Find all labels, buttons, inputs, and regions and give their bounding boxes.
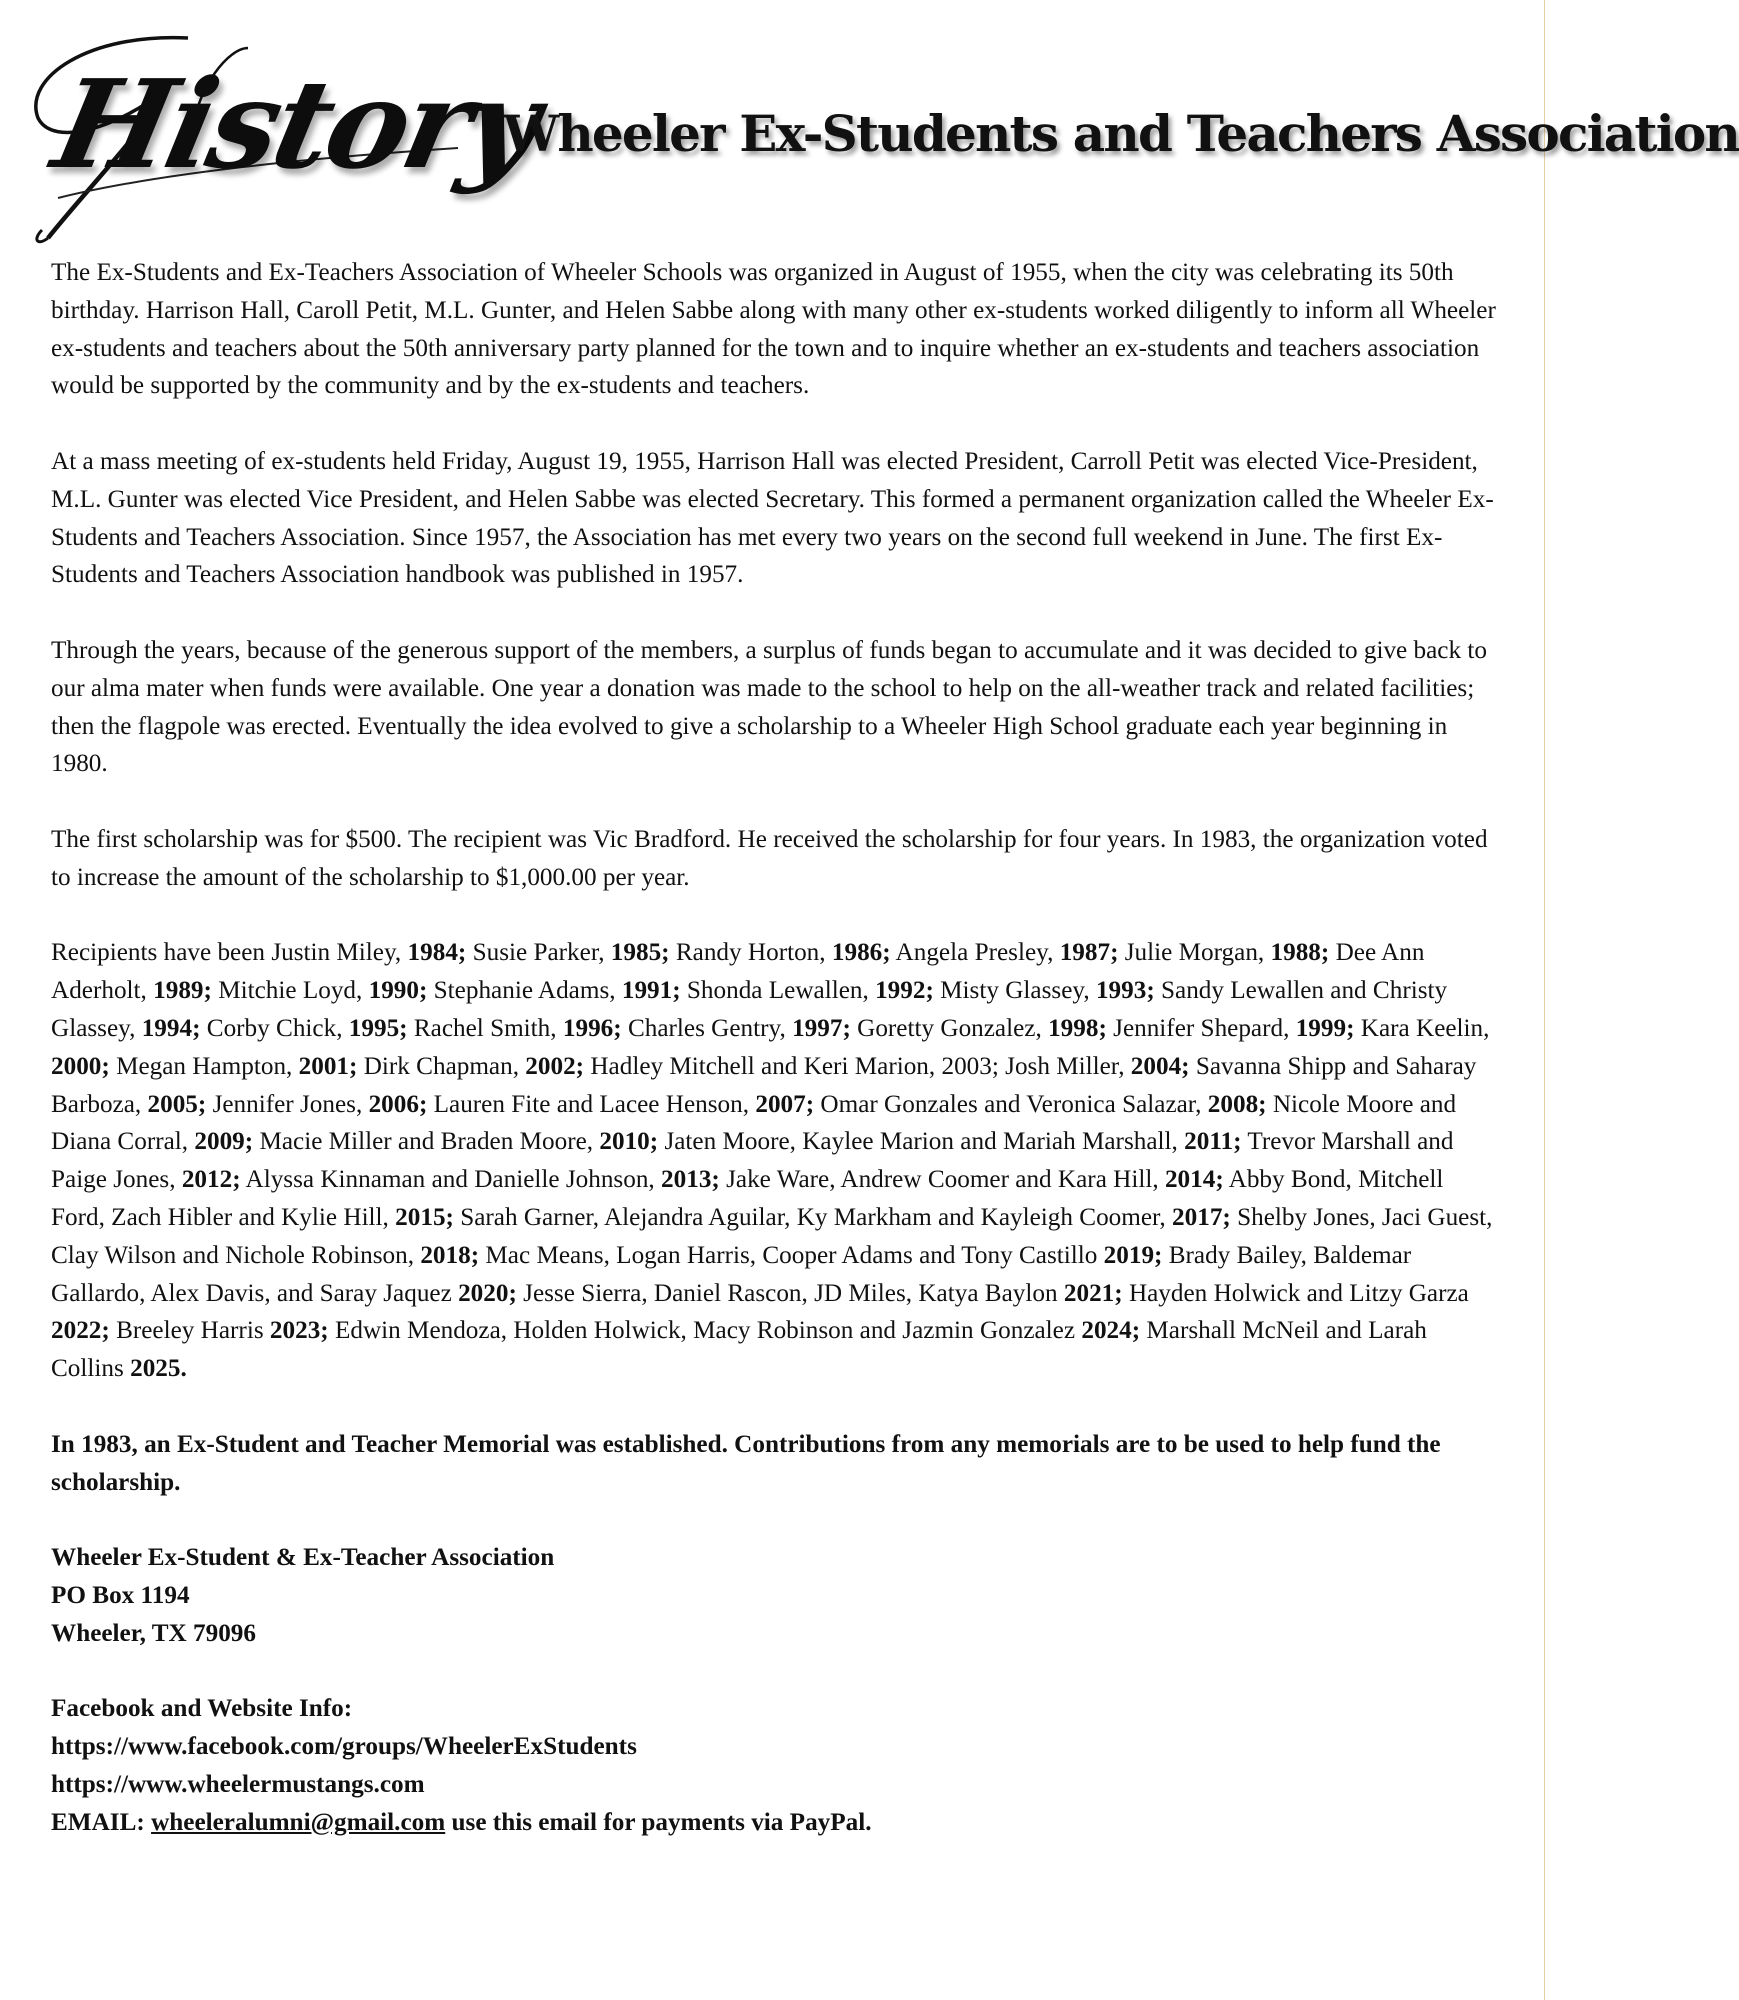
paragraph-recipients <box>51 934 1496 1388</box>
recipient-names: Jennifer Shepard, <box>1106 1014 1296 1042</box>
recipient-names: Jake Ware, Andrew Coomer and Kara Hill, <box>719 1166 1165 1194</box>
email-note: use this email for payments via PayPal. <box>445 1808 872 1836</box>
recipient-names: Edwin Mendoza, Holden Holwick, Macy Robinson and Jazmin Gonzalez <box>328 1317 1082 1345</box>
email-link[interactable]: wheeleralumni@gmail.com <box>151 1808 446 1836</box>
recipient-names: Charles Gentry, <box>621 1014 793 1042</box>
recipient-year: 2012; <box>181 1166 241 1194</box>
history-script-word: History <box>42 52 549 196</box>
recipient-names: Nicole Moore and Diana Corral, <box>51 1090 1457 1156</box>
recipient-year: 1992; <box>875 977 934 1005</box>
recipient-year: 2011; <box>1184 1128 1242 1156</box>
recipient-year: 2005; <box>147 1090 207 1118</box>
recipient-names: Alyssa Kinnaman and Danielle Johnson, <box>240 1166 662 1194</box>
recipient-year: 1998; <box>1048 1014 1107 1042</box>
recipient-names: Sarah Garner, Alejandra Aguilar, Ky Markham and Kayleigh Coomer, <box>453 1203 1173 1231</box>
recipient-names: Hayden Holwick and Litzy Garza <box>1122 1279 1469 1307</box>
page-edge-line <box>1544 0 1545 2000</box>
recipient-names: Lauren Fite and Lacee Henson, <box>427 1090 756 1118</box>
recipient-year: 2024; <box>1081 1317 1141 1345</box>
address-name: Wheeler Ex-Student & Ex-Teacher Association <box>51 1544 555 1572</box>
recipient-year: 1986; <box>831 939 891 967</box>
recipient-year: 1997; <box>792 1014 851 1042</box>
paragraph-first-scholarship: The first scholarship was for $500. The recipient was Vic Bradford. He received the scholarship for four years. In 1983, the organization voted to increase the amount of the scholarship to $1,000.00 per year. <box>51 825 1488 891</box>
recipient-year: 2009; <box>194 1128 254 1156</box>
recipient-names: Jaten Moore, Kaylee Marion and Mariah Marshall, <box>658 1128 1185 1156</box>
recipient-names: Misty Glassey, <box>933 977 1096 1005</box>
recipient-names: Julie Morgan, <box>1118 939 1271 967</box>
recipient-year: 2018; <box>420 1241 480 1269</box>
recipient-year: 1989; <box>153 977 212 1005</box>
recipient-names: Abby Bond, Mitchell Ford, Zach Hibler and Kylie Hill, <box>51 1166 1444 1231</box>
recipient-year: 2015; <box>395 1203 454 1231</box>
address-city: Wheeler, TX 79096 <box>51 1619 256 1647</box>
recipient-year: 2000; <box>51 1052 110 1080</box>
recipient-year: 2017; <box>1172 1203 1231 1231</box>
recipient-names: Savanna Shipp and Saharay Barboza, <box>51 1052 1477 1118</box>
recipient-names: Kara Keelin, <box>1354 1014 1490 1042</box>
recipient-names: Justin Miley, <box>271 939 408 967</box>
contact-heading: Facebook and Website Info: <box>51 1695 353 1723</box>
recipient-names: Dirk Chapman, <box>357 1052 526 1080</box>
association-title: Wheeler Ex-Students and Teachers Association <box>503 104 1739 163</box>
recipient-names: Randy Horton, <box>669 939 832 967</box>
contact-info <box>51 1690 1496 1841</box>
recipient-names: Dee Ann Aderholt, <box>51 939 1425 1005</box>
recipient-year: 2020; <box>458 1279 517 1307</box>
address-po-box: PO Box 1194 <box>51 1581 190 1609</box>
recipient-names: Jesse Sierra, Daniel Rascon, JD Miles, Katya Baylon <box>516 1279 1064 1307</box>
recipient-names: Sandy Lewallen and Christy Glassey, <box>51 977 1448 1042</box>
recipient-names: Rachel Smith, <box>407 1014 563 1042</box>
recipients-intro: Recipients have been <box>51 939 272 967</box>
recipient-year: 2014; <box>1164 1166 1224 1194</box>
recipient-names: Jennifer Jones, <box>206 1090 369 1118</box>
recipient-year: 1987; <box>1059 939 1119 967</box>
recipient-year: 1984; <box>407 939 467 967</box>
paragraph-history: The Ex-Students and Ex-Teachers Association of Wheeler Schools was organized in August of 1955, when the city was celebrating its 50th birthday. Harrison Hall, Caroll Petit, M.L. Gunter, and Helen Sabbe along with many other ex-students worked diligently to inform all Wheeler ex-students and teachers about the 50th anniversary party planned for the town and to inquire whether an ex-students and teachers association would be supported by the community and by the ex-students and teachers. <box>51 259 1496 400</box>
recipient-year: 2025. <box>130 1355 187 1383</box>
recipient-year: 1993; <box>1095 977 1155 1005</box>
paragraph-mass-meeting: At a mass meeting of ex-students held Friday, August 19, 1955, Harrison Hall was elected President, Carroll Petit was elected Vice-President, M.L. Gunter was elected Vice President, and Helen Sabbe was elected Secretary. This formed a permanent organization called the Wheeler Ex-Students and Teachers Association. Since 1957, the Association has met every two years on the second full weekend in June. The first Ex-Students and Teachers Association handbook was published in 1957. <box>51 447 1494 589</box>
mailing-address <box>51 1539 1496 1652</box>
paragraph-funds: Through the years, because of the generous support of the members, a surplus of funds began to accumulate and it was decided to give back to our alma mater when funds were available. One year a donation was made to the school to help on the all-weather track and related facilities; then the flagpole was erected. Eventually the idea evolved to give a scholarship to a Wheeler High School graduate each year beginning in 1980. <box>51 636 1487 778</box>
recipient-names: Megan Hampton, <box>109 1052 299 1080</box>
email-line <box>51 1804 1496 1842</box>
recipient-year: 1990; <box>368 977 428 1005</box>
recipient-names: Brady Bailey, Baldemar Gallardo, Alex Davis, and Saray Jaquez <box>51 1241 1412 1307</box>
recipient-year: 2008; <box>1207 1090 1267 1118</box>
recipient-names: Susie Parker, <box>466 939 611 967</box>
website-link[interactable]: https://www.wheelermustangs.com <box>51 1770 425 1798</box>
recipient-year: 2013; <box>661 1166 720 1194</box>
recipient-year: 2022; <box>51 1317 110 1345</box>
recipient-names: Mac Means, Logan Harris, Cooper Adams and Tony Castillo <box>479 1241 1104 1269</box>
recipient-names: Marshall McNeil and Larah Collins <box>51 1317 1427 1383</box>
recipient-names: Mitchie Loyd, <box>211 977 369 1005</box>
document-body <box>51 254 1496 1841</box>
recipient-year: 1988; <box>1270 939 1330 967</box>
recipient-year: 2001; <box>298 1052 358 1080</box>
recipient-year: 1991; <box>621 977 681 1005</box>
email-label: EMAIL: <box>51 1808 152 1836</box>
recipient-names: Shonda Lewallen, <box>680 977 876 1005</box>
recipient-year: 1994; <box>141 1014 201 1042</box>
recipient-names: Hadley Mitchell and Keri Marion, 2003; Josh Miller, <box>584 1052 1131 1080</box>
recipient-names: Macie Miller and Braden Moore, <box>253 1128 600 1156</box>
recipient-names: Corby Chick, <box>200 1014 349 1042</box>
recipient-names: Breeley Harris <box>109 1317 270 1345</box>
recipient-year: 1985; <box>610 939 670 967</box>
recipient-year: 2007; <box>755 1090 815 1118</box>
recipient-year: 2002; <box>525 1052 585 1080</box>
recipient-year: 1995; <box>348 1014 408 1042</box>
recipient-names: Shelby Jones, Jaci Guest, Clay Wilson and Nichole Robinson, <box>51 1203 1493 1269</box>
recipient-year: 1999; <box>1295 1014 1355 1042</box>
recipient-names: Omar Gonzales and Veronica Salazar, <box>814 1090 1208 1118</box>
recipient-names: Trevor Marshall and Paige Jones, <box>51 1128 1454 1194</box>
recipient-year: 1996; <box>562 1014 622 1042</box>
recipient-year: 2010; <box>599 1128 659 1156</box>
recipient-names: Angela Presley, <box>890 939 1060 967</box>
recipient-year: 2006; <box>368 1090 428 1118</box>
facebook-link[interactable]: https://www.facebook.com/groups/WheelerExStudents <box>51 1733 637 1761</box>
recipient-names: Goretty Gonzalez, <box>850 1014 1049 1042</box>
recipient-year: 2023; <box>269 1317 329 1345</box>
recipient-year: 2019; <box>1103 1241 1163 1269</box>
paragraph-memorial: In 1983, an Ex-Student and Teacher Memorial was established. Contributions from any memorials are to be used to help fund the scholarship. <box>51 1430 1441 1496</box>
recipient-year: 2004; <box>1130 1052 1190 1080</box>
recipient-year: 2021; <box>1063 1279 1123 1307</box>
recipient-names: Stephanie Adams, <box>427 977 622 1005</box>
